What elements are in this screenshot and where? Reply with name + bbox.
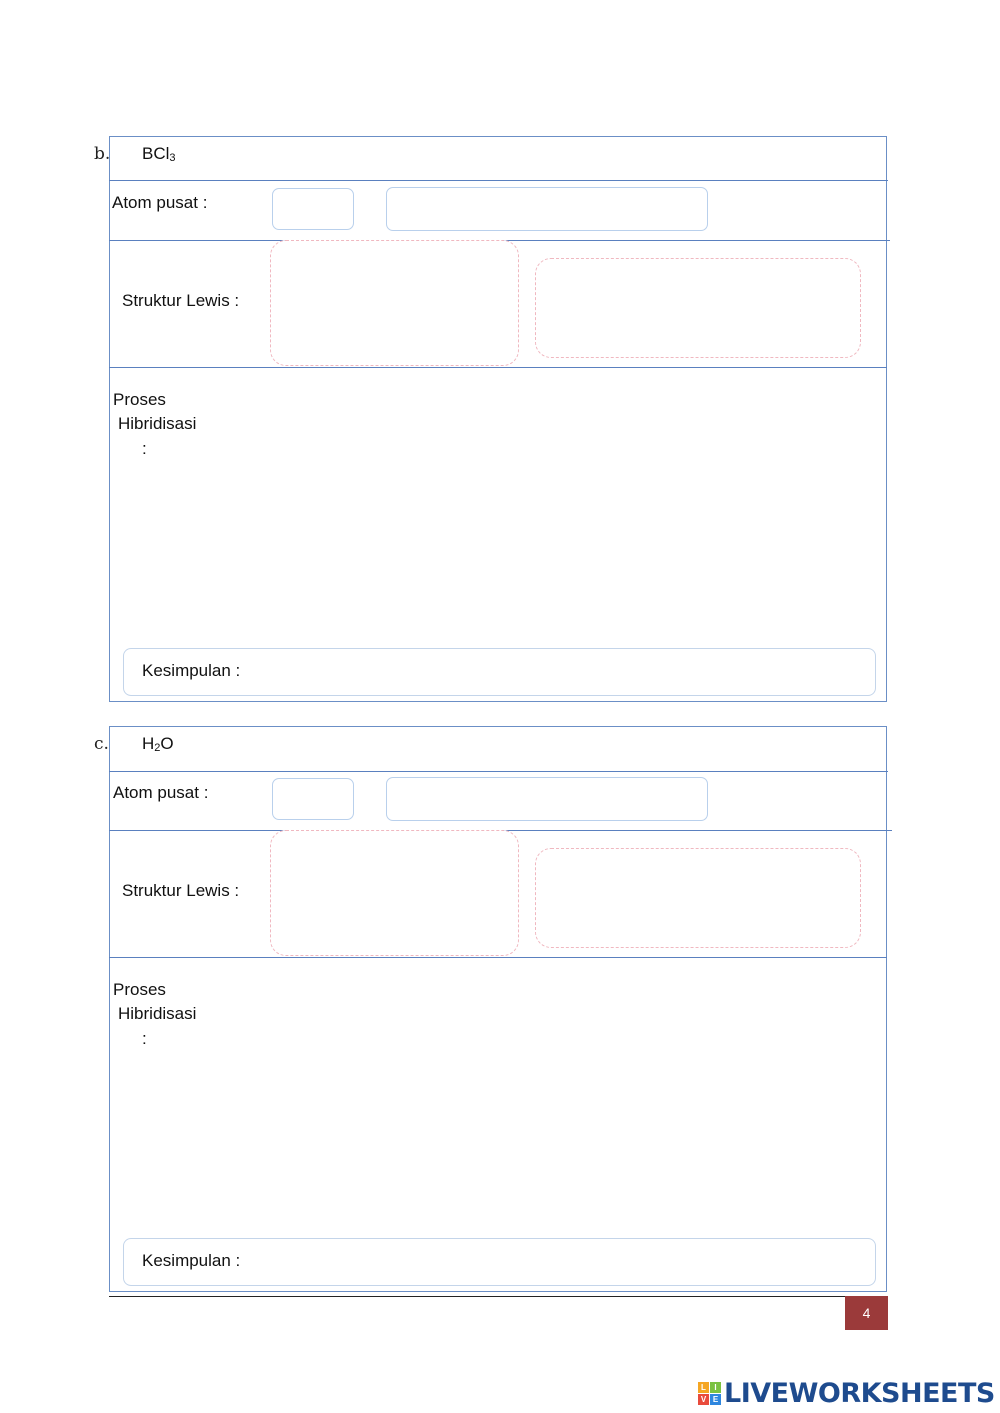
proses-hibridisasi-label-line1: Proses [113,390,166,409]
logo-text: LIVEWORKSHEETS [724,1377,995,1409]
atom-pusat-input[interactable] [272,778,354,820]
liveworksheets-logo [698,1377,995,1409]
logo-mark-icon [698,1382,721,1405]
divider [109,180,888,181]
atom-pusat-label: Atom pusat : [113,783,209,802]
proses-hibridisasi-label-line2: Hibridisasi [118,414,197,433]
atom-pusat-detail-input[interactable] [386,777,708,821]
proses-hibridisasi-label-colon: : [142,1029,147,1048]
page-number-badge: 4 [845,1296,888,1330]
question-letter: c. [94,734,109,754]
question-letter: b. [94,144,111,164]
kesimpulan-label: Kesimpulan : [142,1251,241,1270]
section-b [0,136,1000,716]
proses-hibridisasi-label-colon: : [142,439,147,458]
divider [109,771,888,772]
divider [109,367,887,368]
proses-hibridisasi-label-line1: Proses [113,980,166,999]
lewis-structure-answer-box[interactable] [535,258,861,358]
lewis-structure-drop-zone[interactable] [270,240,519,366]
molecule-formula: $H_2O$ [142,734,174,754]
footer-rule [109,1296,887,1297]
atom-pusat-detail-input[interactable] [386,187,708,231]
logo-mark-cell: L [698,1382,709,1393]
kesimpulan-input[interactable] [123,648,876,696]
struktur-lewis-label: Struktur Lewis : [122,291,240,310]
section-c [0,726,1000,1306]
divider [109,957,887,958]
lewis-structure-drop-zone[interactable] [270,830,519,956]
logo-mark-cell: V [698,1394,709,1405]
atom-pusat-input[interactable] [272,188,354,230]
kesimpulan-label: Kesimpulan : [142,661,241,680]
logo-mark-cell: E [710,1394,721,1405]
atom-pusat-label: Atom pusat : [112,193,208,212]
proses-hibridisasi-label-line2: Hibridisasi [118,1004,197,1023]
kesimpulan-input[interactable] [123,1238,876,1286]
molecule-formula: BCl$_3$ [142,144,176,164]
logo-mark-cell: I [710,1382,721,1393]
lewis-structure-answer-box[interactable] [535,848,861,948]
struktur-lewis-label: Struktur Lewis : [122,881,240,900]
